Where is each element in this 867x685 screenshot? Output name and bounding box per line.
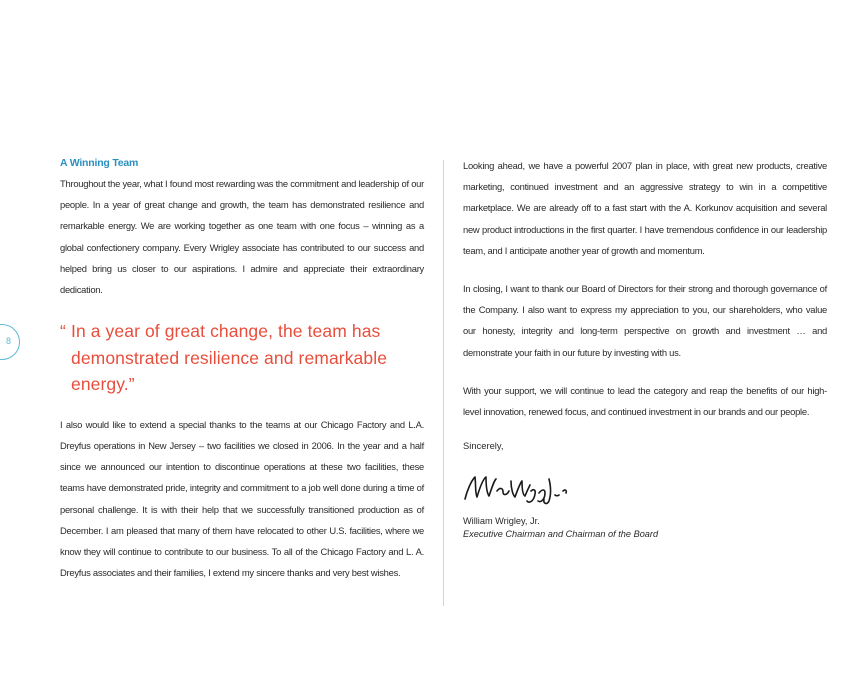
quote-open-mark: “ (60, 321, 66, 342)
signer-name: William Wrigley, Jr. (463, 516, 540, 527)
pull-quote (60, 318, 424, 398)
signature-image (463, 471, 575, 507)
page-number: 8 (5, 336, 11, 346)
left-paragraph-1: Throughout the year, what I found most rewarding was the commitment and leadership of our people. In a year of great change and growth, the team has demonstrated resilience and remarkable energy. We are working together as one team with one focus – winning as a global confectionery company. Every Wrigley associate has contributed to our success and helped bring us closer to our aspirations. I admire and appreciate their extraordinary dedication. (60, 178, 424, 296)
left-column (60, 157, 424, 583)
right-paragraph-1: Looking ahead, we have a powerful 2007 plan in place, with great new products, creative marketing, continued investment and an aggressive strategy to win in a competitive marketplace. We are already off to a fast start with the A. Korkunov acquisition and several new product introductions in the first quarter. I have tremendous confidence in our leadership team, and I anticipate another year of growth and momentum. (463, 160, 827, 256)
right-paragraph-3: With your support, we will continue to lead the category and reap the benefits of our high-level innovation, renewed focus, and continued investment in our brands and our people. (463, 384, 827, 418)
signoff: Sincerely, (463, 440, 504, 452)
right-paragraph-2: In closing, I want to thank our Board of Directors for their strong and thorough governance of the Company. I also want to express my appreciation to you, our shareholders, who value our honesty, integrity and long-term perspective on growth and investment … and demonstrate your faith in our future by investing with us. (463, 283, 827, 358)
column-divider (443, 160, 444, 606)
left-paragraph-2: I also would like to extend a special thanks to the teams at our Chicago Factory and L.A. Dreyfus operations in New Jersey – two facilities we closed in 2006. In the year and a half since we announced our intention to discontinue operations at these two facilities, these teams have demonstrated pride, integrity and commitment to a job well done during a time of personal challenge. It is with their help that we successfully transitioned production as of December. I am pleased that many of them have relocated to other U.S. facilities, where we know they will continue to contribute to our business. To all of the Chicago Factory and L. A. Dreyfus associates and their families, I extend my sincere thanks and very best wishes. (60, 418, 424, 579)
right-column (463, 155, 827, 541)
section-heading: A Winning Team (60, 157, 139, 169)
signer-title: Executive Chairman and Chairman of the Board (463, 529, 659, 540)
pull-quote-text: In a year of great change, the team has demonstrated resilience and remarkable energy.” (71, 321, 388, 395)
page-number-badge (0, 324, 20, 360)
